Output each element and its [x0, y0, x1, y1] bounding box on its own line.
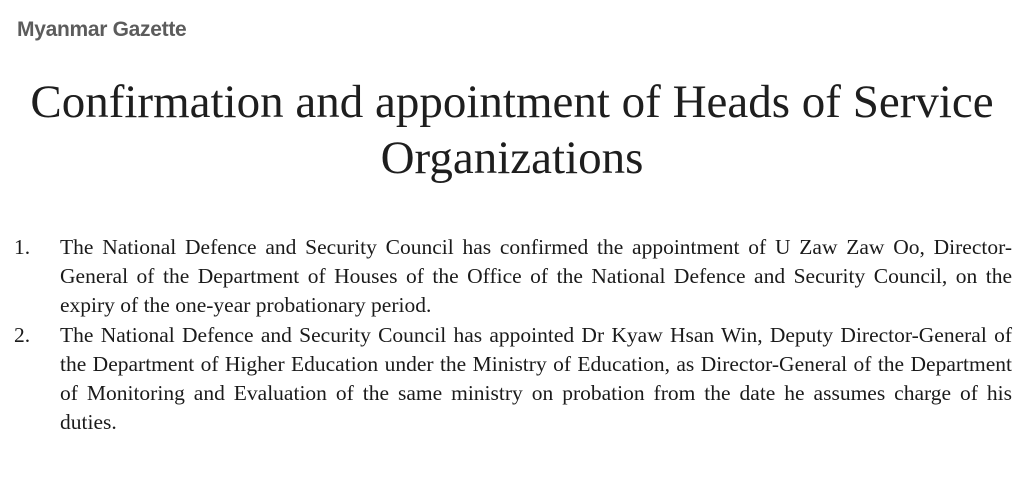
publication-name: Myanmar Gazette — [17, 18, 187, 41]
article-headline: Confirmation and appointment of Heads of Service Organizations — [30, 76, 994, 184]
list-item — [14, 321, 1012, 437]
item-text: The National Defence and Security Council has confirmed the appointment of U Zaw Zaw Oo, Director-General of the Department of Houses of the Office of the National Defence and Security Council, on the expiry of the one-year probationary period. — [60, 235, 1012, 317]
item-number: 1. — [14, 235, 31, 259]
announcement-list — [14, 233, 1012, 438]
item-number: 2. — [14, 323, 31, 347]
list-item — [14, 233, 1012, 320]
item-text: The National Defence and Security Council has appointed Dr Kyaw Hsan Win, Deputy Director-General of the Department of Higher Education under the Ministry of Education, as Director-General of the Department of Monitoring and Evaluation of the same ministry on probation from the date he assumes charge of his duties. — [60, 323, 1012, 434]
